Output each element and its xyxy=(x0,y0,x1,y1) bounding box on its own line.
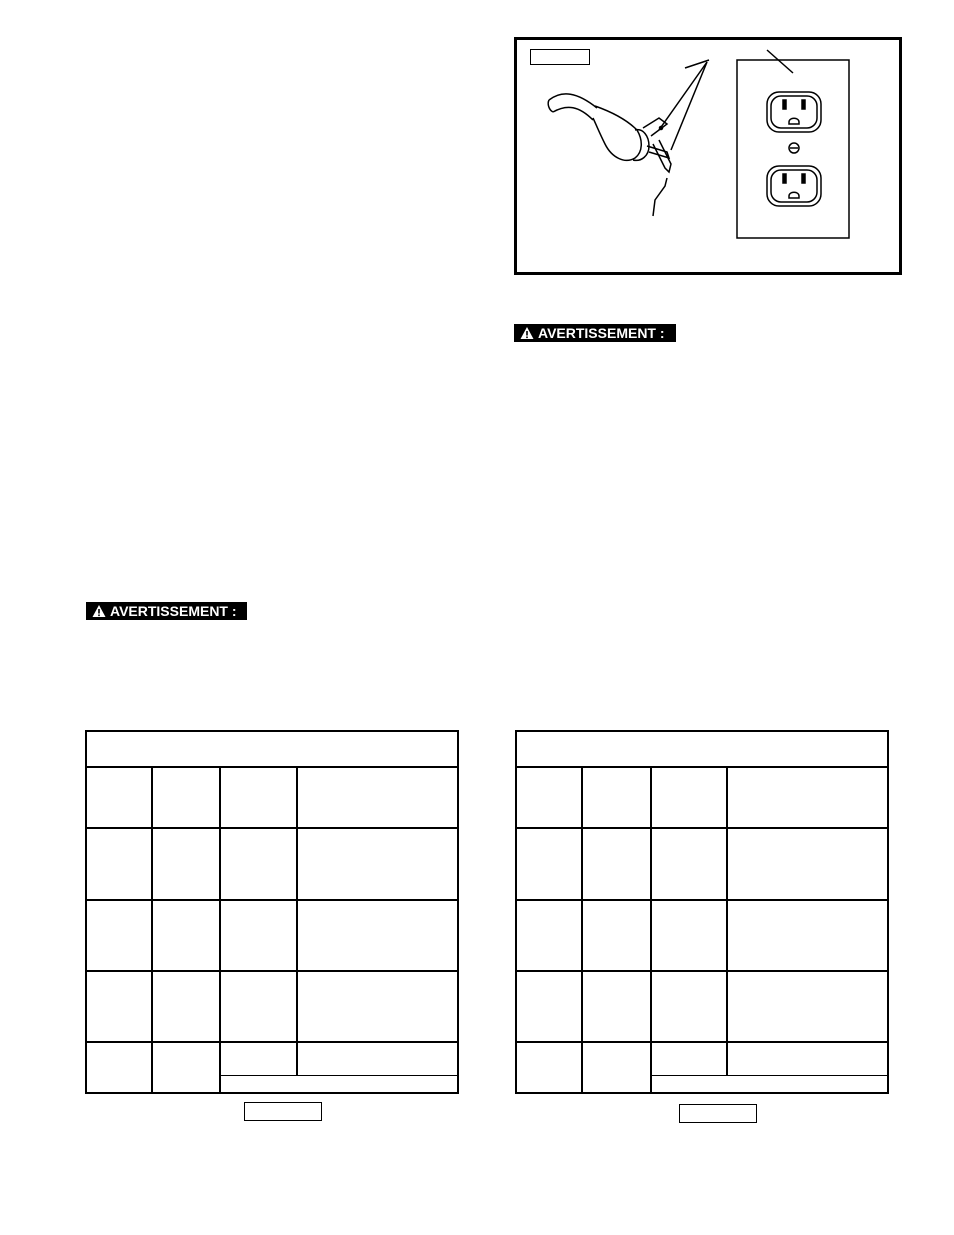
warning-banner xyxy=(514,324,676,342)
warning-text: AVERTISSEMENT : xyxy=(110,603,237,619)
table-caption xyxy=(679,1104,757,1123)
figure-drawing xyxy=(517,40,899,272)
warning-triangle-icon xyxy=(520,326,534,340)
figure-plug-outlet xyxy=(514,37,902,275)
table-caption xyxy=(244,1102,322,1121)
extension-cord-table xyxy=(85,730,459,1094)
warning-banner xyxy=(86,602,247,620)
plug-icon xyxy=(548,60,709,216)
warning-triangle-icon xyxy=(92,604,106,618)
warning-text: AVERTISSEMENT : xyxy=(538,325,665,341)
extension-cord-table xyxy=(515,730,889,1094)
outlet-icon xyxy=(737,50,849,238)
